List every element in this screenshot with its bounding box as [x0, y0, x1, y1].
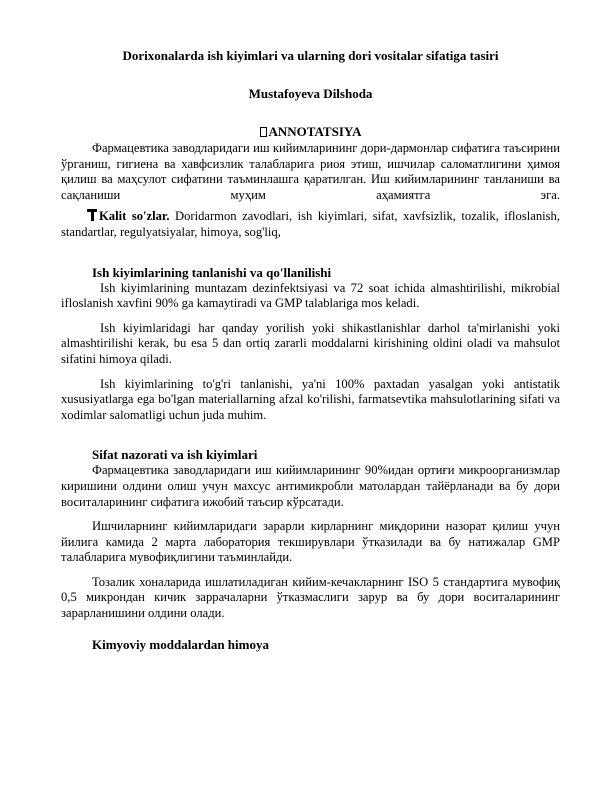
keywords-text: Doridarmon zavodlari, ish kiyimlari, sifat, xavfsizlik, tozalik, ifloslanish, standartlar, regulyatsiyalar, himoya, sog'liq, [61, 209, 560, 239]
annotation-heading [61, 124, 560, 140]
keywords-label: Kalit so'zlar. [99, 209, 170, 224]
bookmark-pin-icon [87, 209, 97, 221]
page-content [61, 48, 560, 653]
section-heading-chemical-protection: Kimyoviy moddalardan himoya [92, 636, 269, 652]
annotation-heading-text: ANNOTATSIYA [268, 124, 362, 139]
paper-title: Dorixonalarda ish kiyimlari va ularning dori vositalar sifatiga tasiri [122, 48, 499, 63]
section-heading-selection: Ish kiyimlarining tanlanishi va qo'llanilishi [92, 264, 332, 280]
section2-paragraph-2: Ишчиларнинг кийимларидаги зарарли кирларнинг миқдорини назорат қилиш учун йилига камида 2 марта лаборатория текширувлари ўтказилади ва бу натижалар GMP талабларига мувофиқлигини таъминлайди. [61, 519, 560, 565]
section1-paragraph-2: Ish kiyimlaridagi har qanday yorilish yoki shikastlanishlar darhol ta'mirlanishi yoki almashtirilishi kerak, bu esa 5 dan ortiq zararli moddalarni kirishining oldini oladi va mahsulot sifatini himoya qiladi. [61, 320, 560, 366]
section2-paragraph-1: Фармацевтика заводларидаги иш кийимларининг 90%идан ортиғи микроорганизмлар киришини олдини олиш учун махсус антимикробли матолардан тайёрланади ва бу дори воситаларининг сифатига ижобий таъсир кўрсатади. [61, 463, 560, 509]
section-heading-quality-control: Sifat nazorati va ish kiyimlari [92, 447, 258, 463]
section2-paragraph-3: Тозалик хоналарида ишлатиладиган кийим-кечакларнинг ISO 5 стандартига мувофиқ 0,5 микрондан кичик заррачаларни ўтказмаслиги зарур ва бу дори воситаларининг зарарланишини олдини олади. [61, 574, 560, 621]
keywords-paragraph [61, 209, 560, 240]
annotation-paragraph: Фармацевтика заводларидаги иш кийимларининг дори-дармонлар сифатига таъсирини ўрганиш, гигиена ва хавфсизлик талабларига риоя этиш, ишчилар саломатлигини ҳимоя қилиш ва маҳсулот сифатини таъминлашга қаратилган. Иш кийимларининг танланиши ва сақланиши муҳим аҳамиятга эга. [61, 141, 560, 202]
section1-paragraph-3: Ish kiyimlarining to'g'ri tanlanishi, ya'ni 100% paxtadan yasalgan yoki antistatik xususiyatlarga ega bo'lgan materiallarning afzal ko'rilishi, farmatsevtika mahsulotlarining sifati va xodimlar salomatligi uchun juda muhim. [61, 376, 560, 422]
placeholder-box-icon [260, 127, 267, 137]
author-name: Mustafoyeva Dilshoda [248, 86, 373, 101]
section1-paragraph-1: Ish kiyimlarining muntazam dezinfektsiyasi va 72 soat ichida almashtirilishi, mikrobial ifloslanish xavfini 90% ga kamaytiradi va GMP talablariga mos keladi. [61, 280, 560, 311]
